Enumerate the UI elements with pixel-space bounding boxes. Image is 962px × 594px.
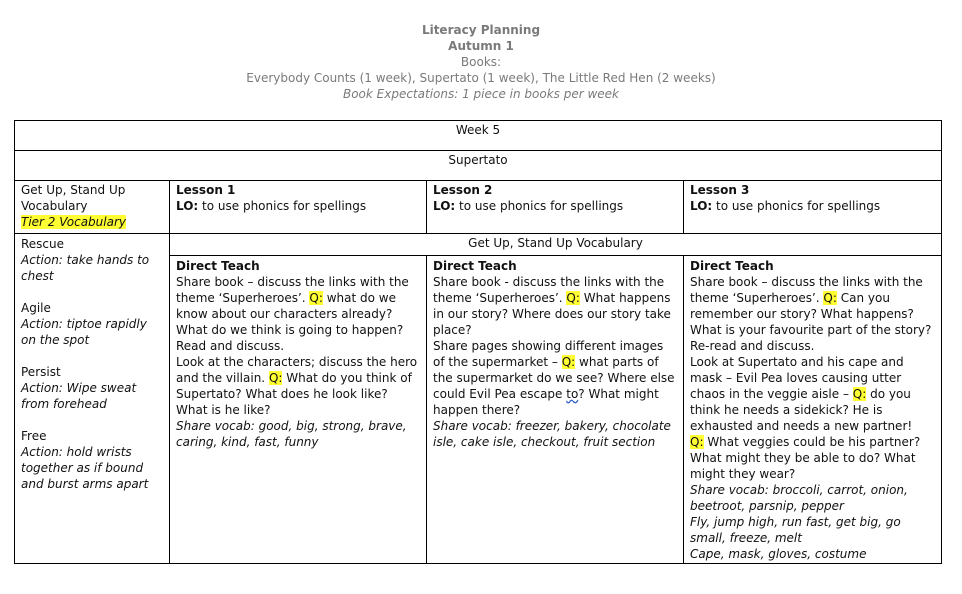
vocab-action: Action: Wipe sweat from forehead [21, 381, 137, 411]
share-vocab: Cape, mask, gloves, costume [690, 547, 867, 561]
lesson-1-header [170, 181, 427, 234]
lesson-title: Lesson 3 [690, 183, 750, 197]
doc-term: Autumn 1 [448, 39, 514, 53]
week-heading: Week 5 [15, 121, 942, 151]
lesson-paragraph: Share book – discuss the links with the theme ‘Superheroes’. Q: Can you remember our story? What happens? What is your favourite part of the story? Re-read and discuss. [690, 275, 932, 353]
share-vocab: Share vocab: freezer, bakery, chocolate isle, cake isle, checkout, fruit section [433, 419, 671, 449]
question-marker: Q: [566, 291, 580, 305]
lo-text: to use phonics for spellings [455, 199, 624, 213]
lesson-3-header [684, 181, 942, 234]
doc-title: Literacy Planning [421, 23, 541, 37]
lo-label: LO: [433, 199, 456, 213]
lesson-2-content [427, 256, 684, 564]
vocab-word: Free [21, 429, 47, 443]
direct-teach-label: Direct Teach [690, 259, 774, 273]
vocab-word: Rescue [21, 237, 65, 251]
vocab-header-cell [15, 181, 170, 234]
lesson-paragraph: Share book - discuss the links with the theme ‘Superheroes’. Q: What happens in our story? Where does our story take place? [433, 275, 671, 337]
direct-teach-label: Direct Teach [176, 259, 260, 273]
lesson-2-header [427, 181, 684, 234]
question-marker: Q: [852, 387, 867, 401]
vocab-subheading: Get Up, Stand Up Vocabulary [170, 234, 942, 256]
lesson-title: Lesson 2 [433, 183, 493, 197]
question-marker: Q: [823, 291, 837, 305]
lo-text: to use phonics for spellings [198, 199, 367, 213]
planning-table [14, 120, 942, 564]
lo-label: LO: [176, 199, 199, 213]
spelling-mark: to [566, 387, 579, 401]
lesson-3-content [684, 256, 942, 564]
question-marker: Q: [268, 371, 283, 385]
tier-2-label: Tier 2 Vocabulary [21, 215, 126, 229]
direct-teach-label: Direct Teach [433, 259, 517, 273]
lo-label: LO: [690, 199, 713, 213]
vocab-action: Action: hold wrists together as if bound and burst arms apart [21, 445, 149, 491]
document-header [0, 22, 962, 102]
lesson-paragraph: Share pages showing different images of the supermarket – Q: what parts of the supermarket do we see? Where else could Evil Pea escape to? What might happen there? [433, 339, 675, 417]
book-expectations: Book Expectations: 1 piece in books per week [342, 87, 620, 101]
question-marker: Q: [309, 291, 323, 305]
question-marker: Q: [690, 435, 704, 449]
books-label: Books: [460, 55, 502, 69]
vocab-action: Action: tiptoe rapidly on the spot [21, 317, 147, 347]
share-vocab: Fly, jump high, run fast, get big, go small, freeze, melt [690, 515, 901, 545]
vocab-header-title: Get Up, Stand Up Vocabulary [21, 183, 126, 213]
vocabulary-list [15, 234, 170, 564]
vocab-word: Agile [21, 301, 51, 315]
lesson-paragraph: Look at Supertato and his cape and mask – Evil Pea loves causing utter chaos in the veggie aisle – Q: do you think he needs a sidekick? He is exhausted and needs a new partner! [690, 355, 913, 433]
lo-text: to use phonics for spellings [712, 199, 881, 213]
lesson-paragraph: Q: What veggies could be his partner? What might they be able to do? What might they wear? [690, 435, 921, 481]
vocab-action: Action: take hands to chest [21, 253, 150, 283]
question-marker: Q: [561, 355, 576, 369]
vocab-word: Persist [21, 365, 61, 379]
lesson-1-content [170, 256, 427, 564]
lesson-paragraph: Share book – discuss the links with the theme ‘Superheroes’. Q: what do we know about our characters already? What do we think is going to happen? Read and discuss. [176, 275, 409, 353]
share-vocab: Share vocab: broccoli, carrot, onion, beetroot, parsnip, pepper [690, 483, 908, 513]
share-vocab: Share vocab: good, big, strong, brave, caring, kind, fast, funny [176, 419, 407, 449]
books-list: Everybody Counts (1 week), Supertato (1 week), The Little Red Hen (2 weeks) [246, 71, 716, 85]
lesson-title: Lesson 1 [176, 183, 236, 197]
lesson-paragraph: Look at the characters; discuss the hero and the villain. Q: What do you think of Supertato? What does he look like? What is he like? [176, 355, 418, 417]
book-heading: Supertato [15, 151, 942, 181]
